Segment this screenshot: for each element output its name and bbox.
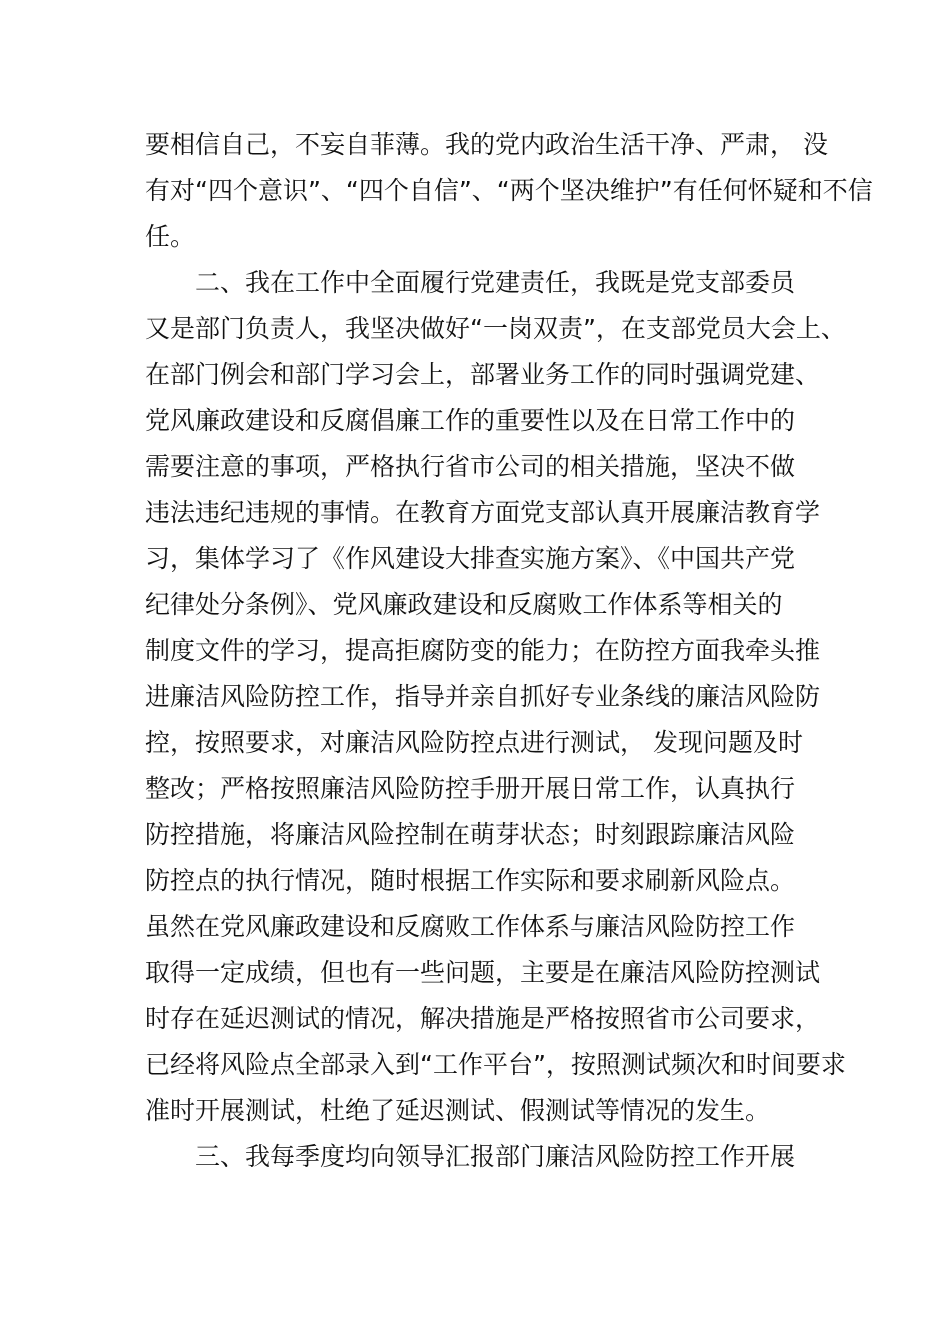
document-body bbox=[145, 122, 873, 1180]
text-line: 整改；严格按照廉洁风险防控手册开展日常工作，认真执行 bbox=[145, 774, 796, 803]
text-line: 进廉洁风险防控工作，指导并亲自抓好专业条线的廉洁风险防 bbox=[145, 682, 821, 711]
paragraph-start-line: 三、我每季度均向领导汇报部门廉洁风险防控工作开展 bbox=[195, 1142, 796, 1171]
text-line: 防控措施，将廉洁风险控制在萌芽状态；时刻跟踪廉洁风险 bbox=[145, 820, 796, 849]
text-line: 时存在延迟测试的情况，解决措施是严格按照省市公司要求， bbox=[145, 1004, 821, 1033]
text-line: 制度文件的学习，提高拒腐防变的能力；在防控方面我牵头推 bbox=[145, 636, 821, 665]
text-line: 防控点的执行情况，随时根据工作实际和要求刷新风险点。 bbox=[145, 866, 796, 895]
text-line: 习，集体学习了《作风建设大排查实施方案》、《中国共产党 bbox=[145, 544, 796, 573]
text-line: 纪律处分条例》、党风廉政建设和反腐败工作体系等相关的 bbox=[145, 590, 783, 619]
text-line: 已经将风险点全部录入到“工作平台”，按照测试频次和时间要求 bbox=[145, 1050, 846, 1079]
text-line: 又是部门负责人，我坚决做好“一岗双责”，在支部党员大会上、 bbox=[145, 314, 846, 343]
text-line: 取得一定成绩，但也有一些问题，主要是在廉洁风险防控测试 bbox=[145, 958, 821, 987]
text-line: 任。 bbox=[145, 222, 196, 251]
text-line: 需要注意的事项，严格执行省市公司的相关措施，坚决不做 bbox=[145, 452, 796, 481]
text-line: 党风廉政建设和反腐倡廉工作的重要性以及在日常工作中的 bbox=[145, 406, 796, 435]
text-line: 在部门例会和部门学习会上，部署业务工作的同时强调党建、 bbox=[145, 360, 821, 389]
text-line: 控，按照要求，对廉洁风险防控点进行测试， 发现问题及时 bbox=[145, 728, 803, 757]
paragraph-start-line: 二、我在工作中全面履行党建责任，我既是党支部委员 bbox=[195, 268, 796, 297]
text-line: 有对“四个意识”、“四个自信”、“两个坚决维护”有任何怀疑和不信 bbox=[145, 176, 873, 205]
text-line: 违法违纪违规的事情。在教育方面党支部认真开展廉洁教育学 bbox=[145, 498, 821, 527]
text-line: 虽然在党风廉政建设和反腐败工作体系与廉洁风险防控工作 bbox=[145, 912, 796, 941]
text-line: 准时开展测试，杜绝了延迟测试、假测试等情况的发生。 bbox=[145, 1096, 771, 1125]
text-line: 要相信自己，不妄自菲薄。我的党内政治生活干净、严肃， 没 bbox=[145, 130, 828, 159]
